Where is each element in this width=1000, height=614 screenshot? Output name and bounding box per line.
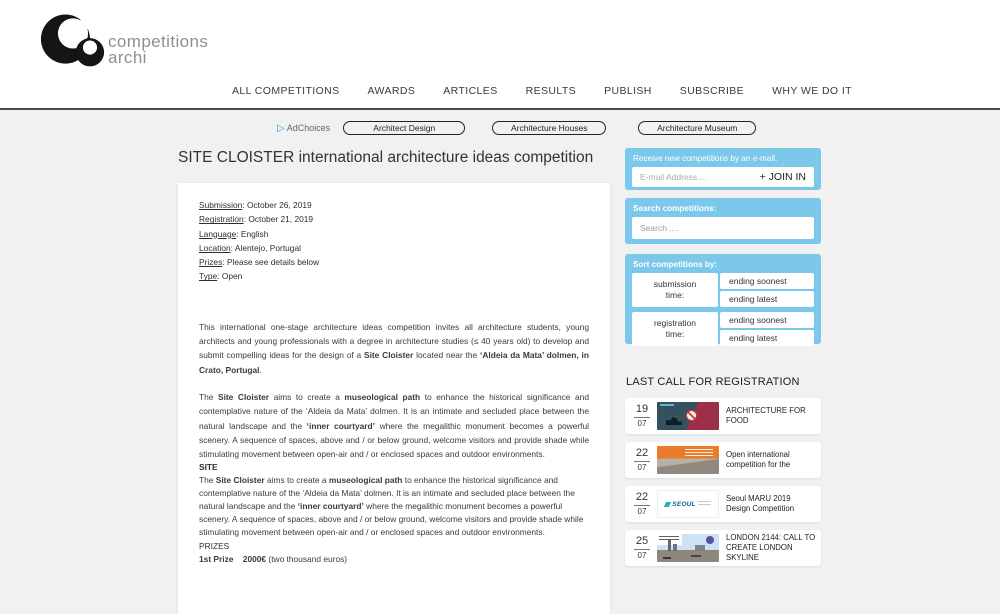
date-separator <box>634 549 650 550</box>
intro-paragraph: This international one-stage architecture ideas competition invites all architecture students, young architects and young professionals with a degree in architecture studies (≤ 40 years old) to develop and submit compelling ideas for the design of a Site Cloister located near the ‘Aldeia da Mata’ dolmen, in Crato, Portugal. <box>199 321 589 375</box>
date-separator <box>634 461 650 462</box>
detail-sep: : <box>217 271 222 282</box>
sort-options-submission <box>720 273 814 307</box>
join-in-button[interactable]: + JOIN IN <box>759 171 806 183</box>
detail-label: Language <box>199 228 237 239</box>
detail-type <box>199 269 589 283</box>
logo-line1: competitions <box>108 31 209 51</box>
sort-title: Sort competitions by: <box>633 260 718 269</box>
site-header <box>0 0 1000 108</box>
seoul-logo-icon <box>664 502 671 507</box>
sort-submission-ending-soonest[interactable]: ending soonest <box>720 273 814 289</box>
nav-results[interactable]: RESULTS <box>525 85 577 97</box>
sort-label-line2: time: <box>665 329 685 339</box>
thumb-building <box>668 539 671 551</box>
adchoices-label: AdChoices <box>286 123 331 133</box>
date-separator <box>634 417 650 418</box>
last-call-item-architecture-for-food[interactable] <box>625 398 821 434</box>
item-date <box>630 536 654 560</box>
item-day: 19 <box>635 403 649 415</box>
sort-options-registration <box>720 312 814 346</box>
item-month: 07 <box>637 551 647 560</box>
detail-submission <box>199 198 589 212</box>
site-paragraph: The Site Cloister aims to create a museological path to enhance the historical significance and contemplative nature of the ‘Aldeia da Mata’ dolmen. It is an intimate and secluded place between the natural landscape and the ‘inner courtyard’ where the megalithic monument becomes a powerful scenery. A sequence of spaces, above and / or below ground, welcome visitors and provide shade while stimulating movement between open-air and / or enclosed spaces and outdoor environments. <box>199 475 584 538</box>
first-prize-line: 1st Prize 2000€ (two thousand euros) <box>199 554 348 565</box>
detail-value: October 21, 2019 <box>248 214 314 225</box>
sort-submission-ending-latest[interactable]: ending latest <box>720 291 814 307</box>
thumb-concrete-wedge <box>657 459 719 474</box>
item-day: 25 <box>635 535 649 547</box>
description-paragraph: The Site Cloister aims to create a museological path to enhance the historical significance and contemplative nature of the ‘Aldeia da Mata’ dolmen. It is an intimate and secluded place between the natural landscape and the ‘inner courtyard’ where the megalithic monument becomes a powerful scenery. A sequence of spaces, above and / or below ground, welcome visitors and provide shade while stimulating movement between open-air and / or enclosed spaces and outdoor environments. <box>199 391 589 460</box>
search-input[interactable] <box>632 217 814 239</box>
thumb-building <box>673 544 677 551</box>
email-subscribe-box <box>625 148 821 190</box>
ad-pill-architecture-houses[interactable]: Architecture Houses <box>492 121 606 135</box>
nav-all-competitions[interactable]: ALL COMPETITIONS <box>232 85 340 97</box>
detail-registration <box>199 212 589 226</box>
sort-label-line2: time: <box>665 290 685 300</box>
detail-value: Open <box>221 271 243 282</box>
last-call-item-open-international[interactable] <box>625 442 821 478</box>
sort-registration-ending-latest[interactable]: ending latest <box>720 330 814 346</box>
thumb-silhouette <box>666 417 682 425</box>
detail-sep: : <box>222 257 227 268</box>
detail-label: Location <box>199 242 231 253</box>
item-title: Open international competition for the <box>726 450 791 469</box>
sort-box <box>625 254 821 344</box>
detail-sep: : <box>243 214 249 225</box>
item-date <box>630 448 654 472</box>
detail-sep: : <box>242 200 247 210</box>
detail-label: Registration <box>199 214 244 225</box>
thumb-no-sign <box>686 410 697 421</box>
item-month: 07 <box>637 463 647 472</box>
item-day: 22 <box>635 447 649 459</box>
thumbnail-architecture-for-food <box>657 402 719 430</box>
logo-mark-icon <box>40 8 106 77</box>
thumb-purple-badge <box>706 536 714 544</box>
nav-why-we-do-it[interactable]: WHY WE DO IT <box>772 85 852 97</box>
thumbnail-seoul-maru <box>657 490 719 518</box>
sort-label-submission <box>632 273 718 307</box>
detail-value: October 26, 2019 <box>246 200 312 210</box>
ad-row <box>277 121 756 135</box>
ad-pill-architecture-museum[interactable]: Architecture Museum <box>638 121 756 135</box>
item-title: Seoul MARU 2019 Design Competition <box>726 494 795 513</box>
logo-line2: archi <box>108 47 147 67</box>
detail-language <box>199 227 589 241</box>
sort-label-line1: submission <box>653 279 697 289</box>
last-call-item-london-2144[interactable] <box>625 530 821 566</box>
detail-sep: : <box>230 242 235 253</box>
sort-group-submission <box>632 273 814 307</box>
seoul-logo-sublines <box>698 501 711 507</box>
detail-sep: : <box>236 228 241 239</box>
article-card <box>178 183 610 614</box>
search-title: Search competitions: <box>633 204 717 213</box>
detail-label: Type <box>199 271 218 282</box>
nav-awards[interactable]: AWARDS <box>367 85 416 97</box>
site-heading: SITE <box>199 462 218 473</box>
item-date <box>630 404 654 428</box>
site-logo[interactable] <box>40 8 208 77</box>
ad-pill-architect-design[interactable]: Architect Design <box>343 121 465 135</box>
email-subscribe-title: Receive new competitions by an e-mail. <box>633 154 778 163</box>
thumb-caption-bar <box>660 404 674 406</box>
detail-prizes <box>199 255 589 269</box>
main-nav <box>232 85 852 97</box>
detail-value: Alentejo, Portugal <box>234 242 301 253</box>
sort-label-line1: registration <box>653 318 697 328</box>
search-box <box>625 198 821 244</box>
seoul-logo-text: SEOUL <box>672 500 696 508</box>
thumb-boat <box>691 555 701 557</box>
thumbnail-open-international <box>657 446 719 474</box>
thumb-boat <box>663 557 671 559</box>
sort-registration-ending-soonest[interactable]: ending soonest <box>720 312 814 328</box>
thumb-building <box>695 545 705 551</box>
thumbnail-london-2144 <box>657 534 719 562</box>
detail-label: Prizes <box>199 257 223 268</box>
sort-label-registration <box>632 312 718 346</box>
nav-subscribe[interactable]: SUBSCRIBE <box>679 85 745 97</box>
email-input[interactable] <box>632 172 760 182</box>
last-call-item-seoul-maru[interactable] <box>625 486 821 522</box>
page-title: SITE CLOISTER international architecture ideas competition <box>178 149 594 166</box>
detail-label: Submission <box>199 200 243 210</box>
adchoices-link[interactable] <box>277 123 330 134</box>
item-date <box>630 492 654 516</box>
nav-articles[interactable]: ARTICLES <box>443 85 498 97</box>
date-separator <box>634 505 650 506</box>
item-title: ARCHITECTURE FOR FOOD <box>726 406 806 425</box>
item-day: 22 <box>635 491 649 503</box>
last-call-title: LAST CALL FOR REGISTRATION <box>626 376 800 388</box>
detail-location <box>199 241 589 255</box>
email-input-row <box>632 167 814 187</box>
nav-publish[interactable]: PUBLISH <box>604 85 652 97</box>
thumb-text-lines <box>685 449 713 457</box>
item-month: 07 <box>637 419 647 428</box>
header-divider <box>0 108 1000 110</box>
item-month: 07 <box>637 507 647 516</box>
logo-text <box>108 31 209 67</box>
detail-value: Please see details below <box>226 257 320 268</box>
adchoices-icon: ▷ <box>277 122 285 134</box>
item-title: LONDON 2144: CALL TO CREATE LONDON SKYLINE <box>726 533 816 562</box>
prizes-heading: PRIZES <box>199 541 230 552</box>
detail-value: English <box>240 228 269 239</box>
sort-group-registration <box>632 312 814 346</box>
